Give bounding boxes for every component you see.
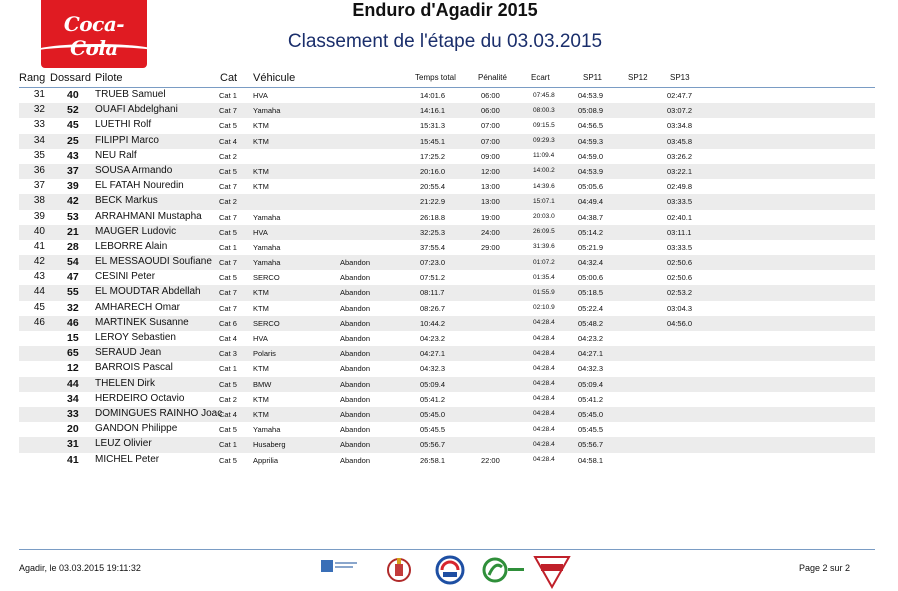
cell-sp11: 05:09.4 [578,379,604,389]
table-row [19,210,875,225]
cell-temps: 14:16.1 [420,106,446,116]
cell-sp11: 04:53.9 [578,166,604,176]
cell-rang: 34 [33,134,45,146]
cell-sp11: 04:38.7 [578,212,604,222]
cell-cat: Cat 5 [219,455,237,465]
cell-dossard: 32 [67,301,79,314]
table-row [19,134,875,149]
cell-rang: 38 [33,195,45,207]
cell-temps: 04:27.1 [420,349,446,359]
cell-dossard: 47 [67,271,79,284]
cell-cat: Cat 7 [219,258,237,268]
cell-ecart: 04:28.4 [533,364,555,372]
cell-cat: Cat 7 [219,303,237,313]
cell-cat: Cat 5 [219,166,237,176]
cell-cat: Cat 5 [219,273,237,283]
cell-penalite: 22:00 [481,455,500,465]
cell-dossard: 34 [67,392,79,405]
cell-statut: Abandon [340,349,371,359]
cell-temps: 07:23.0 [420,258,446,268]
cell-pilote: BECK Markus [95,195,158,207]
cell-dossard: 52 [67,104,79,117]
cell-rang: 35 [33,149,45,161]
table-row [19,225,875,240]
cell-sp13: 03:22.1 [667,166,693,176]
cell-pilote: AMHARECH Omar [95,301,181,313]
cell-sp13: 03:45.8 [667,136,693,146]
cell-ecart: 04:28.4 [533,410,555,418]
cell-sp13: 02:47.7 [667,91,693,100]
cell-dossard: 54 [67,256,79,269]
cell-rang: 46 [33,316,45,328]
cell-ecart: 11:09.4 [533,152,555,160]
cell-vehicule: Husaberg [253,440,286,450]
cell-cat: Cat 2 [219,197,237,207]
cell-sp11: 05:45.5 [578,425,604,435]
cell-vehicule: HVA [253,334,268,343]
table-row [19,301,875,316]
sponsor-emblem-icon [385,555,413,585]
col-rang: Rang [19,72,46,84]
cell-statut: Abandon [340,409,371,419]
cell-cat: Cat 2 [219,394,237,404]
cell-cat: Cat 2 [219,151,237,161]
cell-cat: Cat 5 [219,121,237,131]
cell-dossard: 65 [67,347,79,360]
cell-sp11: 05:14.2 [578,227,604,237]
cell-ecart: 07:45.8 [533,91,555,99]
cell-rang: 42 [33,256,45,268]
cell-penalite: 29:00 [481,242,500,252]
table-row [19,88,875,103]
table-row [19,164,875,179]
cell-dossard: 39 [67,180,79,193]
cell-ecart: 14:00.2 [533,167,555,175]
cell-pilote: LUETHI Rolf [95,119,152,131]
cell-statut: Abandon [340,318,371,328]
footer-timestamp: Agadir, le 03.03.2015 19:11:32 [19,563,141,573]
cell-cat: Cat 4 [219,136,237,146]
cell-ecart: 04:28.4 [533,380,555,388]
cell-dossard: 44 [67,377,79,390]
cell-rang: 43 [33,271,45,283]
cell-temps: 20:16.0 [420,166,446,176]
cell-temps: 20:55.4 [420,182,446,192]
cell-vehicule: Yamaha [253,258,281,268]
page-subtitle: Classement de l'étape du 03.03.2015 [287,31,603,52]
cell-penalite: 19:00 [481,212,500,222]
table-row [19,270,875,285]
cell-vehicule: Polaris [253,349,276,359]
cell-statut: Abandon [340,273,371,283]
cell-sp11: 05:18.5 [578,288,604,298]
cell-pilote: EL MESSAOUDI Soufiane [95,256,212,268]
cell-penalite: 13:00 [481,182,500,192]
cell-statut: Abandon [340,455,371,465]
cell-sp11: 04:32.4 [578,258,604,268]
cell-statut: Abandon [340,364,371,374]
cell-ecart: 14:39.6 [533,182,555,190]
cell-pilote: SERAUD Jean [95,347,162,359]
table-row [19,285,875,300]
cell-dossard: 31 [67,438,79,451]
cell-temps: 08:11.7 [420,288,445,298]
cell-pilote: TRUEB Samuel [95,89,166,100]
cell-cat: Cat 5 [219,227,237,237]
cell-sp13: 04:56.0 [667,318,693,328]
cell-vehicule: HVA [253,91,268,100]
cell-ecart: 04:28.4 [533,349,555,357]
cell-sp13: 02:53.2 [667,288,693,298]
cell-vehicule: Yamaha [253,106,281,116]
cell-statut: Abandon [340,379,371,389]
cell-vehicule: SERCO [253,273,280,283]
cell-statut: Abandon [340,303,371,313]
cell-penalite: 13:00 [481,197,500,207]
sponsor-frmm-icon [434,555,466,585]
cell-sp11: 05:56.7 [578,440,604,450]
cell-pilote: OUAFI Abdelghani [95,104,178,116]
cell-rang: 31 [33,89,45,100]
cell-rang: 36 [33,164,45,176]
cell-pilote: LEROY Sebastien [95,332,176,343]
cell-pilote: SOUSA Armando [95,164,173,176]
cell-ecart: 02:10.9 [533,304,555,312]
cell-sp13: 03:33.5 [667,197,693,207]
cell-vehicule: KTM [253,166,269,176]
cell-pilote: EL MOUDTAR Abdellah [95,286,201,298]
cell-ecart: 04:28.4 [533,456,555,463]
cell-temps: 26:58.1 [420,455,446,465]
cell-sp13: 02:50.6 [667,273,693,283]
cell-sp11: 05:05.6 [578,182,604,192]
col-ecart: Ecart [531,73,550,82]
cell-vehicule: Yamaha [253,242,281,252]
cell-pilote: FILIPPI Marco [95,134,159,146]
cell-cat: Cat 1 [219,364,237,374]
cell-cat: Cat 7 [219,288,237,298]
cell-ecart: 20:03.0 [533,213,555,220]
table-row [19,149,875,164]
cell-cat: Cat 1 [219,242,237,252]
cell-ecart: 04:28.4 [533,440,555,448]
cell-vehicule: HVA [253,227,268,237]
cell-pilote: HERDEIRO Octavio [95,392,185,404]
cell-ecart: 04:28.4 [533,425,555,433]
cell-pilote: MICHEL Peter [95,453,160,465]
col-vehicule: Véhicule [253,72,296,84]
cell-temps: 08:26.7 [420,303,446,313]
cell-dossard: 45 [67,119,79,132]
cell-sp11: 04:58.1 [578,455,604,465]
col-pilote: Pilote [95,72,123,84]
cell-pilote: LEBORRE Alain [95,240,168,252]
cell-temps: 05:41.2 [420,394,446,404]
cell-rang: 44 [33,286,45,298]
cell-dossard: 42 [67,195,79,208]
table-row [19,392,875,407]
table-row [19,361,875,376]
col-sp13: SP13 [670,73,690,82]
cell-sp11: 05:00.6 [578,273,604,283]
cell-cat: Cat 3 [219,349,237,359]
cell-cat: Cat 7 [219,212,237,222]
cell-dossard: 12 [67,362,79,375]
sponsor-logo-1 [320,555,360,575]
cell-penalite: 12:00 [481,166,500,176]
cell-cat: Cat 1 [219,91,237,100]
cell-statut: Abandon [340,425,371,435]
cell-sp13: 02:40.1 [667,212,693,222]
cell-cat: Cat 4 [219,334,237,343]
cell-ecart: 26:09.5 [533,228,555,236]
cell-cat: Cat 7 [219,182,237,192]
cell-sp11: 05:21.9 [578,242,604,252]
cell-rang: 37 [33,180,45,192]
cell-cat: Cat 4 [219,409,237,419]
cell-temps: 26:18.8 [420,212,446,222]
cell-dossard: 55 [67,286,79,299]
cell-vehicule: KTM [253,121,269,131]
cell-temps: 17:25.2 [420,151,446,161]
cell-rang: 40 [33,225,45,237]
cell-cat: Cat 1 [219,440,237,450]
cell-sp11: 04:59.0 [578,151,604,161]
cell-vehicule: KTM [253,364,269,374]
sponsor-green-icon [482,555,526,585]
cell-pilote: GANDON Philippe [95,423,178,435]
cell-dossard: 41 [67,453,79,466]
cell-sp11: 05:45.0 [578,409,604,419]
cell-sp11: 04:49.4 [578,197,604,207]
cell-temps: 05:45.5 [420,425,446,435]
cell-vehicule: KTM [253,182,269,192]
cell-cat: Cat 5 [219,379,237,389]
cell-ecart: 01:07.2 [533,258,555,266]
cell-statut: Abandon [340,258,371,268]
table-row [19,103,875,118]
cell-statut: Abandon [340,334,371,343]
cell-vehicule: KTM [253,303,269,313]
cell-ecart: 09:29.3 [533,137,555,145]
cell-sp13: 02:50.6 [667,258,693,268]
cell-vehicule: Yamaha [253,212,281,222]
cell-temps: 32:25.3 [420,227,446,237]
cell-temps: 14:01.6 [420,91,446,100]
cell-dossard: 21 [67,225,79,238]
cell-dossard: 25 [67,134,79,147]
sponsor-shield-icon [533,555,571,589]
cell-dossard: 40 [67,89,79,101]
table-row [19,453,875,468]
table-row [19,194,875,209]
cell-ecart: 04:28.4 [533,395,555,403]
cell-sp13: 03:33.5 [667,242,693,252]
cell-dossard: 33 [67,407,79,420]
cell-sp11: 04:56.5 [578,121,604,131]
cell-dossard: 53 [67,210,79,223]
table-row [19,422,875,437]
cell-temps: 04:23.2 [420,334,446,343]
cell-statut: Abandon [340,394,371,404]
cell-ecart: 31:39.6 [533,243,555,251]
cell-rang: 45 [33,301,45,313]
cell-temps: 05:09.4 [420,379,446,389]
cell-ecart: 01:35.4 [533,273,555,281]
cell-sp11: 04:27.1 [578,349,604,359]
cell-cat: Cat 6 [219,318,237,328]
cell-vehicule: Apprilia [253,455,279,465]
cell-penalite: 09:00 [481,151,500,161]
results-table [19,88,875,468]
cell-pilote: LEUZ Olivier [95,438,152,450]
col-sp12: SP12 [628,73,648,82]
cell-vehicule: KTM [253,394,269,404]
col-sp11: SP11 [583,73,602,82]
cell-statut: Abandon [340,440,371,450]
cell-cat: Cat 7 [219,106,237,116]
cell-ecart: 08:00.3 [533,106,555,114]
cell-rang: 41 [33,240,45,252]
cell-temps: 37:55.4 [420,242,446,252]
cell-vehicule: SERCO [253,318,280,328]
table-row [19,331,875,346]
cell-pilote: MAUGER Ludovic [95,225,177,237]
cell-temps: 10:44.2 [420,318,446,328]
col-penalite: Pénalité [478,73,507,82]
col-dossard: Dossard [50,72,91,84]
cell-ecart: 09:15.5 [533,121,555,129]
cell-temps: 04:32.3 [420,364,446,374]
table-row [19,255,875,270]
cell-sp11: 05:08.9 [578,106,604,116]
cell-dossard: 46 [67,316,79,329]
cell-temps: 05:56.7 [420,440,446,450]
table-row [19,179,875,194]
logo-wave [41,44,147,61]
logo-text: Coca-Cola [63,12,125,60]
cell-ecart: 04:28.4 [533,319,555,327]
cell-pilote: THELEN Dirk [95,377,156,389]
cell-sp11: 04:59.3 [578,136,604,146]
cell-sp13: 03:26.2 [667,151,693,161]
cell-temps: 05:45.0 [420,409,446,419]
cell-sp11: 04:32.3 [578,364,604,374]
cell-temps: 15:45.1 [420,136,446,146]
cell-penalite: 06:00 [481,91,500,100]
cell-ecart: 01:55.9 [533,288,555,296]
cell-sp11: 05:48.2 [578,318,604,328]
cell-penalite: 07:00 [481,136,500,146]
cell-sp11: 05:22.4 [578,303,604,313]
cell-pilote: DOMINGUES RAINHO Joac [95,407,223,419]
cell-dossard: 37 [67,164,79,177]
cell-dossard: 43 [67,149,79,162]
cell-sp11: 04:23.2 [578,334,604,343]
footer-divider [19,549,875,550]
cell-vehicule: Yamaha [253,425,281,435]
cell-dossard: 15 [67,332,79,344]
cell-vehicule: KTM [253,409,269,419]
cell-vehicule: KTM [253,136,269,146]
cell-penalite: 07:00 [481,121,500,131]
col-cat: Cat [220,72,238,84]
cell-pilote: ARRAHMANI Mustapha [95,210,202,222]
cell-temps: 07:51.2 [420,273,446,283]
cell-pilote: BARROIS Pascal [95,362,173,374]
table-row [19,118,875,133]
cell-penalite: 06:00 [481,106,500,116]
cell-rang: 39 [33,210,45,222]
cell-sp13: 02:49.8 [667,182,693,192]
coca-cola-logo [41,0,147,68]
cell-vehicule: BMW [253,379,272,389]
cell-penalite: 24:00 [481,227,500,237]
cell-pilote: MARTINEK Susanne [95,316,189,328]
cell-pilote: CESINI Peter [95,271,156,283]
cell-rang: 32 [33,104,45,116]
table-row [19,316,875,331]
page-title: Enduro d'Agadir 2015 [352,0,538,20]
cell-dossard: 20 [67,423,79,436]
col-temps-total: Temps total [415,73,456,82]
cell-temps: 21:22.9 [420,197,446,207]
table-row [19,346,875,361]
cell-ecart: 04:28.4 [533,334,555,342]
cell-sp13: 03:07.2 [667,106,693,116]
table-row [19,407,875,422]
cell-ecart: 15:07.1 [533,197,555,205]
cell-rang: 33 [33,119,45,131]
table-row [19,437,875,452]
cell-vehicule: KTM [253,288,269,298]
table-row [19,377,875,392]
page-number: Page 2 sur 2 [798,563,850,573]
cell-pilote: EL FATAH Nouredin [95,180,184,192]
cell-sp13: 03:34.8 [667,121,693,131]
cell-pilote: NEU Ralf [95,149,137,161]
cell-statut: Abandon [340,288,371,298]
cell-dossard: 28 [67,240,79,253]
cell-sp11: 04:53.9 [578,91,604,100]
cell-sp13: 03:04.3 [667,303,693,313]
cell-cat: Cat 5 [219,425,237,435]
cell-sp13: 03:11.1 [667,227,692,237]
table-row [19,240,875,255]
cell-temps: 15:31.3 [420,121,446,131]
cell-sp11: 05:41.2 [578,394,604,404]
